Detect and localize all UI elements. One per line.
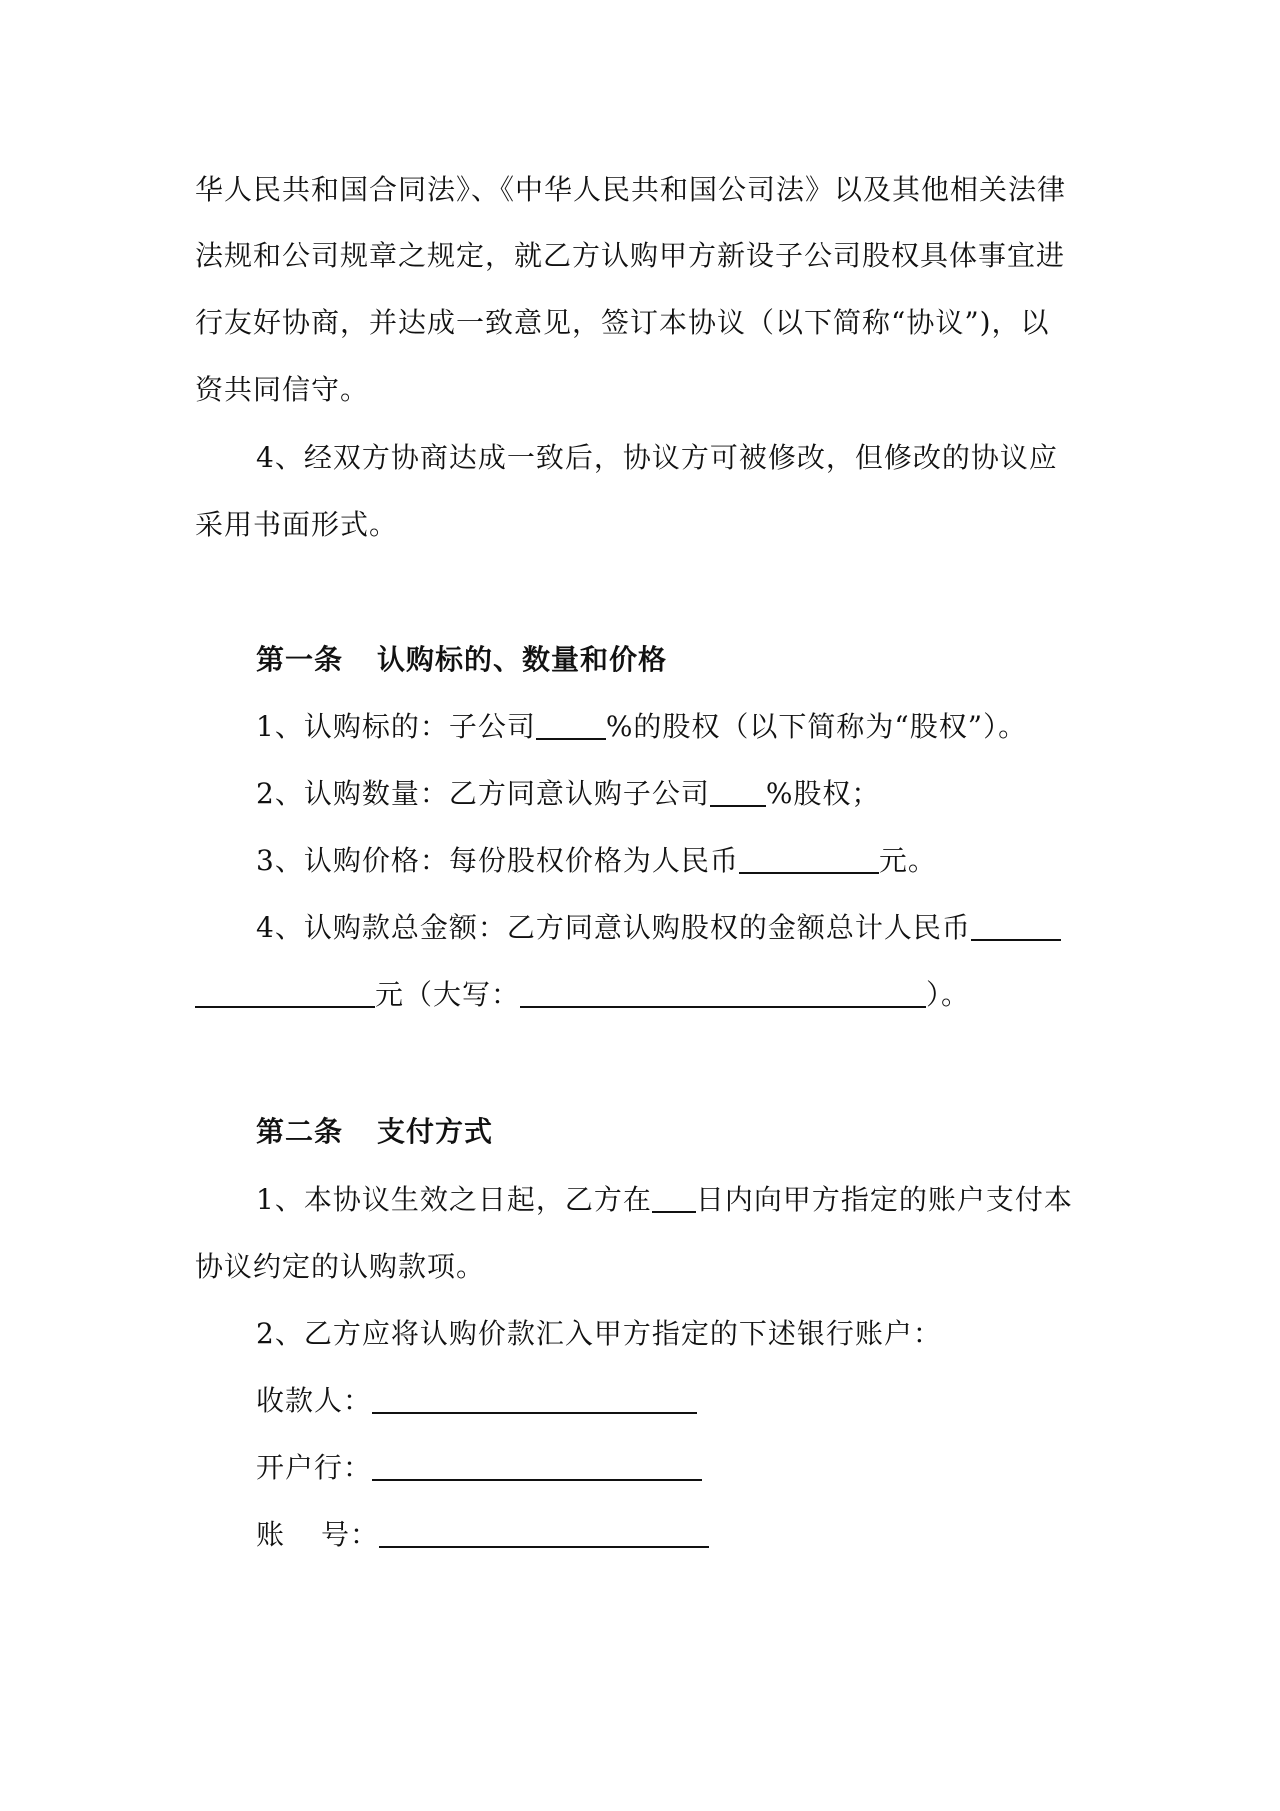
preamble-line-2: 法规和公司规章之规定，就乙方认购甲方新设子公司股权具体事宜进 [195,239,1066,272]
article1-item2-prefix: 2、认购数量：乙方同意认购子公司 [256,777,710,810]
article1-item3-prefix: 3、认购价格：每份股权价格为人民币 [256,844,739,877]
article1-item4-end: ）。 [926,978,971,1011]
article1-item-3 [256,841,937,881]
days-blank[interactable] [652,1181,696,1213]
article1-item4-line1: 4、认购款总金额：乙方同意认购股权的金额总计人民币 [256,911,971,944]
percent-blank-2[interactable] [710,775,766,807]
article2-item-1-line-2: 协议约定的认购款项。 [195,1250,486,1283]
account-blank[interactable] [379,1516,709,1548]
article1-item-4-line-2 [195,975,970,1015]
account-row [256,1515,709,1555]
article2-heading [256,1112,493,1152]
article2-item1-prefix: 1、本协议生效之日起，乙方在 [256,1183,652,1216]
account-label-a: 账 [256,1518,286,1551]
preamble-line-4: 资共同信守。 [195,373,370,406]
preamble-line-3: 行友好协商，并达成一致意见，签订本协议（以下简称“协议”)，以 [195,306,1050,339]
article1-heading [256,640,667,680]
article1-item1-suffix: %的股权（以下简称为“股权”）。 [605,710,1028,743]
bank-label: 开户行： [256,1451,373,1484]
article2-item-1-line-1 [256,1180,1073,1220]
article1-item1-prefix: 1、认购标的：子公司 [256,710,536,743]
percent-blank-1[interactable] [536,708,606,740]
payee-label: 收款人： [256,1384,373,1417]
article1-item3-suffix: 元。 [878,844,937,877]
payee-row [256,1381,697,1421]
article1-item2-suffix: %股权； [765,777,881,810]
total-amount-blank-end[interactable] [195,976,375,1008]
article1-item-4-line-1 [256,908,1061,948]
amount-in-words-blank[interactable] [520,976,926,1008]
article1-item-1 [256,707,1027,747]
clause4-line-2: 采用书面形式。 [195,508,399,541]
article2-number: 第二条 [256,1115,344,1148]
article2-title: 支付方式 [377,1115,494,1148]
clause4-line-1: 4、经双方协商达成一致后，协议方可被修改，但修改的协议应 [256,441,1058,474]
total-amount-blank-start[interactable] [971,909,1061,941]
payee-blank[interactable] [372,1382,697,1414]
bank-blank[interactable] [372,1449,702,1481]
article1-title: 认购标的、数量和价格 [377,643,668,676]
article1-item-2 [256,774,880,814]
bank-row [256,1448,702,1488]
account-label-b: 号： [321,1518,380,1551]
preamble-line-1: 华人民共和国合同法》、《中华人民共和国公司法》以及其他相关法律 [195,173,1067,206]
price-blank[interactable] [739,842,879,874]
article1-number: 第一条 [256,643,344,676]
article1-item4-mid: 元（大写： [375,978,521,1011]
article2-item-2: 2、乙方应将认购价款汇入甲方指定的下述银行账户： [256,1317,942,1350]
article2-item1-suffix: 日内向甲方指定的账户支付本 [695,1183,1073,1216]
